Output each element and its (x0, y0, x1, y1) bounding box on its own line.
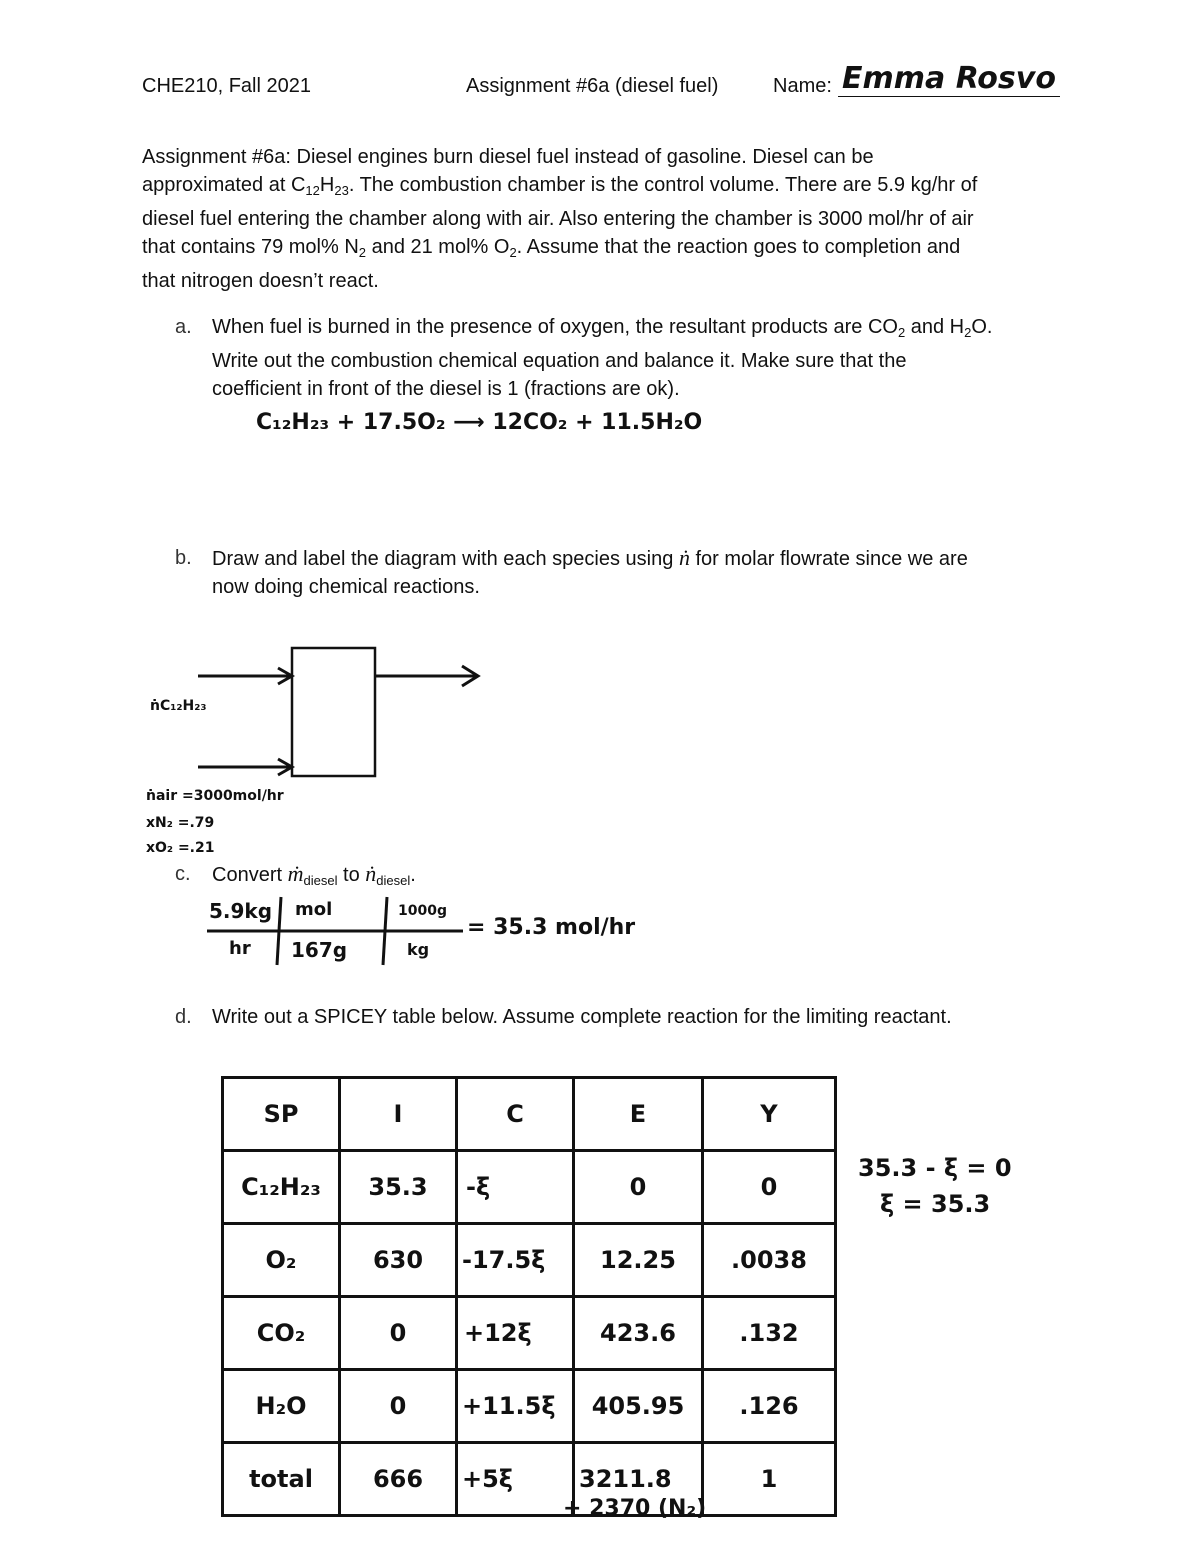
table-cell: O₂ (223, 1224, 340, 1297)
extent-result: ξ = 35.3 (880, 1190, 991, 1218)
conv-num-3: 1000g (398, 903, 447, 919)
part-b-marker: b. (175, 547, 192, 569)
table-cell: 0 (703, 1151, 836, 1224)
name-label: Name: (773, 75, 832, 97)
intro-line: Assignment #6a: Diesel engines burn diesel fuel instead of gasoline. Diesel can be (142, 146, 874, 168)
part-b-question: Draw and label the diagram with each species using ṅ for molar flowrate since we are now doing chemical reactions. (212, 545, 968, 598)
table-row (223, 1443, 836, 1516)
part-c-marker: c. (175, 863, 191, 885)
table-cell: +12ξ (457, 1297, 574, 1370)
extent-equation: 35.3 - ξ = 0 (858, 1154, 1012, 1182)
table-cell: -17.5ξ (457, 1224, 574, 1297)
table-cell: 630 (340, 1224, 457, 1297)
table-row (223, 1151, 836, 1224)
header-cell-i: I (340, 1078, 457, 1151)
table-header-row (223, 1078, 836, 1151)
name-underline (838, 96, 1060, 97)
table-cell: .126 (703, 1370, 836, 1443)
combustion-equation-answer: C₁₂H₂₃ + 17.5O₂ ⟶ 12CO₂ + 11.5H₂O (256, 410, 703, 435)
o2-fraction-label: xO₂ =.21 (146, 840, 215, 856)
table-cell: .0038 (703, 1224, 836, 1297)
conv-den-1: hr (229, 938, 251, 959)
intro-line: diesel fuel entering the chamber along with air. Also entering the chamber is 3000 mol/hr of air (142, 208, 974, 230)
table-cell: C₁₂H₂₃ (223, 1151, 340, 1224)
table-cell: +11.5ξ (457, 1370, 574, 1443)
table-cell: 405.95 (574, 1370, 703, 1443)
table-cell: 666 (340, 1443, 457, 1516)
unit-conversion (205, 895, 665, 975)
table-cell: total (223, 1443, 340, 1516)
air-flow-label: ṅair =3000mol/hr (146, 788, 284, 804)
table-cell: 0 (340, 1370, 457, 1443)
table-cell: 3211.8 (574, 1443, 703, 1516)
conv-den-3: kg (407, 940, 430, 959)
header-cell-e: E (574, 1078, 703, 1151)
part-c-question: Convert ṁ$_{diesel}$ to ṅ$_{diesel}$. (212, 861, 416, 888)
part-d-question: Write out a SPICEY table below. Assume complete reaction for the limiting reactant. (212, 1006, 952, 1028)
n2-fraction-label: xN₂ =.79 (146, 815, 215, 831)
conv-num-1: 5.9kg (209, 899, 273, 923)
part-a-question: When fuel is burned in the presence of oxygen, the resultant products are $CO_2$ and $H_2O$. Write out the combustion chemical equation and balance it. Make sure that the coefficient in front of the diesel is 1 (fractions are ok). (212, 316, 993, 400)
table-cell: -ξ (457, 1151, 574, 1224)
intro-line: that nitrogen doesn’t react. (142, 270, 379, 292)
table-cell: 0 (574, 1151, 703, 1224)
course-label: CHE210, Fall 2021 (142, 75, 311, 97)
spicey-table (221, 1076, 837, 1517)
table-cell: CO₂ (223, 1297, 340, 1370)
table-cell: 35.3 (340, 1151, 457, 1224)
table-cell: 0 (340, 1297, 457, 1370)
intro-paragraph (142, 143, 1072, 295)
table-row (223, 1297, 836, 1370)
table-row (223, 1370, 836, 1443)
table-cell: 423.6 (574, 1297, 703, 1370)
conv-num-2: mol (295, 899, 333, 920)
student-name: Emma Rosvo (842, 61, 1056, 96)
table-cell: 1 (703, 1443, 836, 1516)
part-d-marker: d. (175, 1006, 192, 1028)
table-cell: H₂O (223, 1370, 340, 1443)
header-cell-y: Y (703, 1078, 836, 1151)
assignment-title: Assignment #6a (diesel fuel) (466, 75, 719, 97)
intro-line: approximated at $C_{12}H_{23}$. The combustion chamber is the control volume. There are 5.9 kg/hr of (142, 174, 978, 198)
nitrogen-note: + 2370 (N₂) (563, 1496, 707, 1521)
table-cell: +5ξ (457, 1443, 574, 1516)
table-cell: 12.25 (574, 1224, 703, 1297)
conv-den-2: 167g (291, 938, 348, 962)
conversion-result: = 35.3 mol/hr (467, 915, 636, 940)
header-cell-c: C (457, 1078, 574, 1151)
table-cell: .132 (703, 1297, 836, 1370)
part-a-marker: a. (175, 316, 192, 338)
reactor-box (292, 648, 375, 776)
table-row (223, 1224, 836, 1297)
header-cell-sp: SP (223, 1078, 340, 1151)
process-diagram (140, 630, 540, 860)
extent-calculation (858, 1150, 1012, 1222)
intro-line: that contains 79 mol% $N_2$ and 21 mol% $O_2$. Assume that the reaction goes to completion and (142, 236, 961, 260)
diesel-flow-label: ṅC₁₂H₂₃ (150, 698, 207, 714)
